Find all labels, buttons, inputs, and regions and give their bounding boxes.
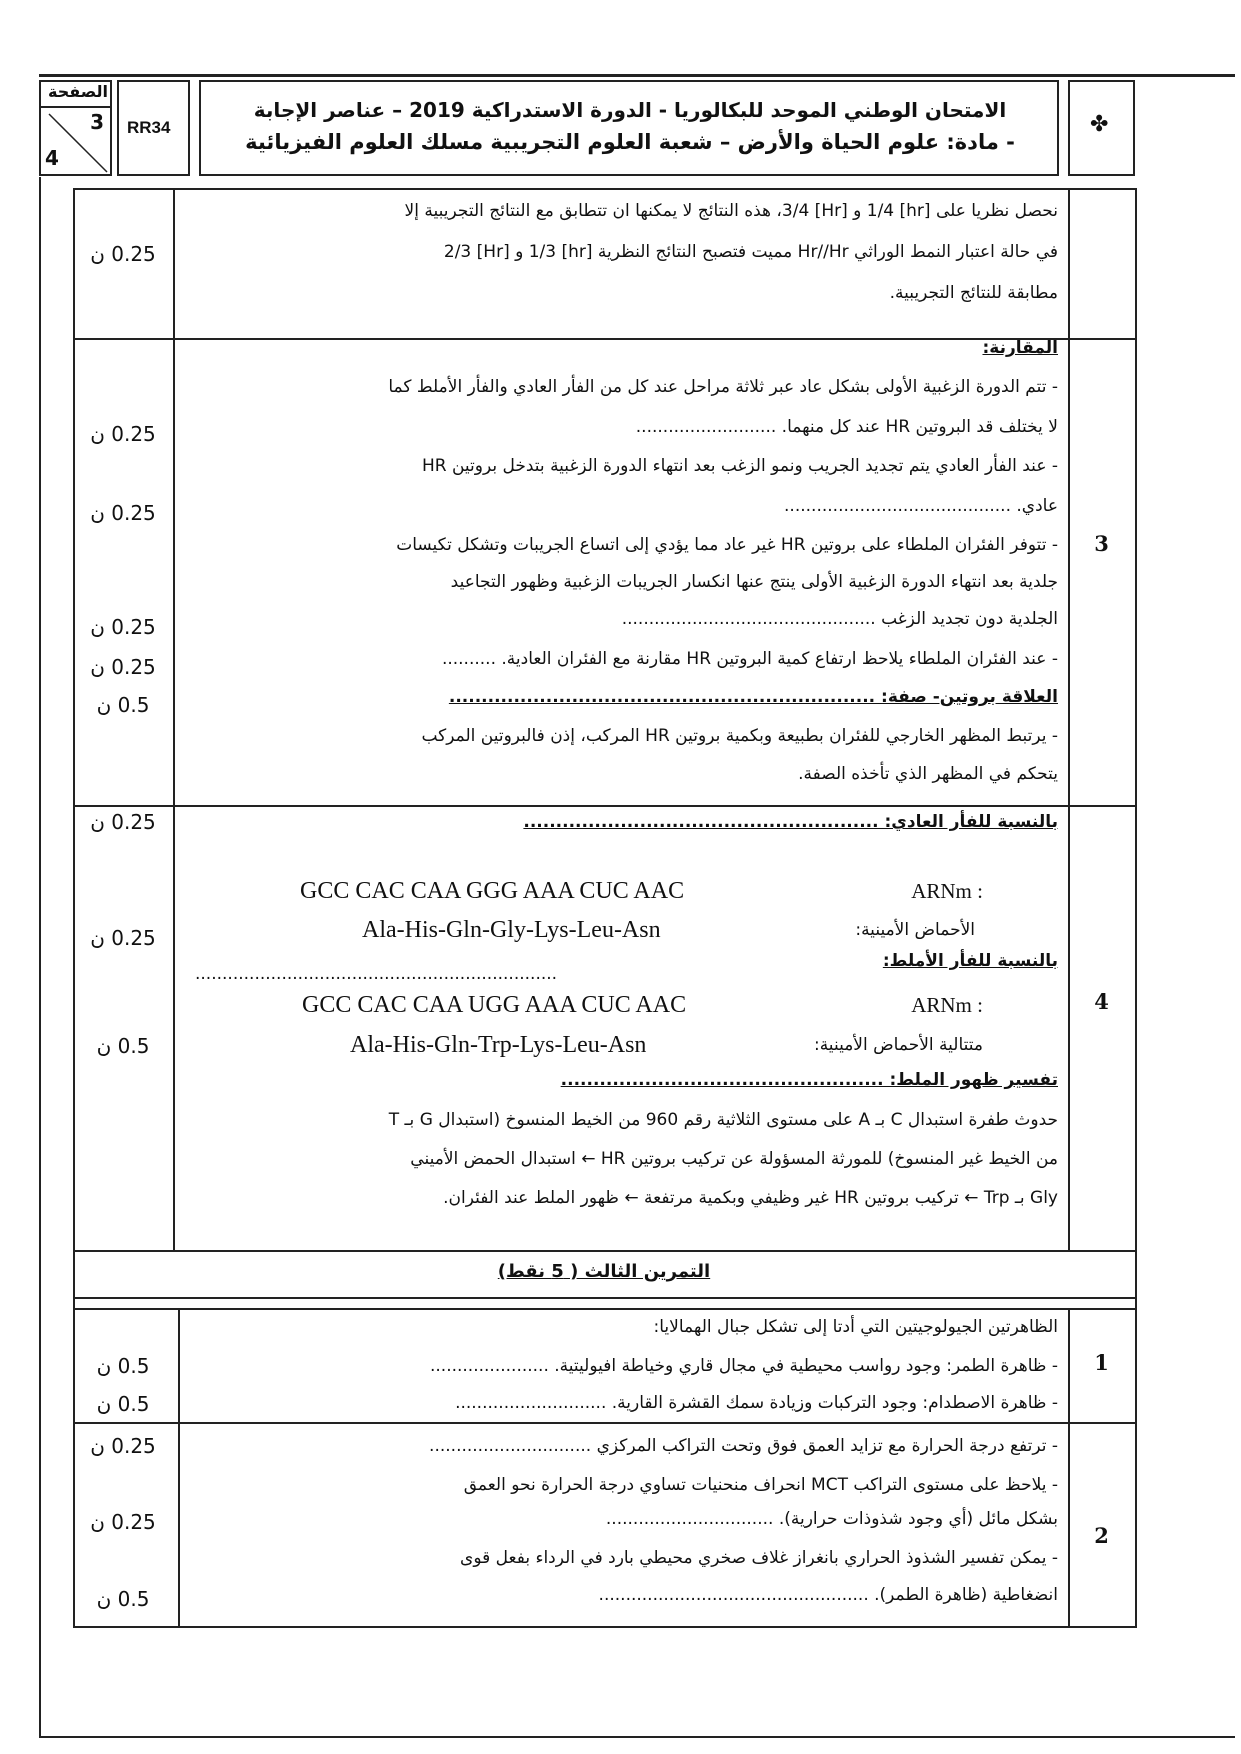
answer-line: - تتوفر الفئران الملطاء على بروتين HR غير عاد مما يؤدي إلى اتساع الجريبات وتشكل تكيسات [396, 535, 1058, 555]
dotted-line: ................................................................... [195, 964, 558, 984]
answer-line: مطابقة للنتائج التجريبية. [889, 283, 1058, 303]
exercise-title: التمرين الثالث ( 5 نقط) [497, 1261, 711, 1282]
points: 0.5 ن [96, 1587, 150, 1611]
ministry-logo-icon: ✤ [1090, 112, 1109, 137]
points: 0.25 ن [90, 242, 156, 266]
page-current: 3 [90, 110, 104, 134]
exam-code: RR34 [127, 118, 171, 137]
answer-line: - عند الفئران الملطاء يلاحظ ارتفاع كمية البروتين HR مقارنة مع الفئران العادية. .......... [441, 649, 1058, 669]
outer-left-border [39, 177, 41, 1738]
row-divider [73, 1626, 1137, 1628]
row-divider [73, 1250, 1137, 1252]
points: 0.5 ن [96, 1392, 150, 1416]
number-column-border [1068, 188, 1070, 1250]
answer-line: - يلاحظ على مستوى التراكب MCT انحراف منحنيات تساوي درجة الحرارة نحو العمق [463, 1475, 1058, 1495]
points: 0.25 ن [90, 422, 156, 446]
answer-line: حدوث طفرة استبدال C بـ A على مستوى الثلاثية رقم 960 من الخيط المنسوخ (استبدال G بـ T [388, 1110, 1058, 1130]
section-heading: تفسير ظهور الملط: .................................................. [560, 1070, 1058, 1090]
answer-line: - ظاهرة الاصطدام: وجود التركبات وزيادة سمك القشرة القارية. ............................ [455, 1393, 1058, 1413]
row-divider [73, 1308, 1137, 1310]
points: 0.25 ن [90, 810, 156, 834]
answer-line: انضغاطية (ظاهرة الطمر). .................................................. [598, 1585, 1058, 1605]
section-heading: بالنسبة للفأر العادي: ....................................................... [523, 812, 1058, 832]
answer-line: لا يختلف قد البروتين HR عند كل منهما. .......................... [635, 417, 1058, 437]
points: 0.25 ن [90, 615, 156, 639]
points-column-border [173, 188, 175, 1250]
page-number-box [39, 80, 112, 176]
question-number: 1 [1094, 1350, 1109, 1375]
table-top [73, 188, 1137, 190]
points: 0.5 ن [96, 1034, 150, 1058]
row-divider [73, 805, 1137, 807]
answer-line: في حالة اعتبار النمط الوراثي Hr//Hr مميت فتصبح النتائج النظرية [hr] 1/3 و [Hr] 2/3 [443, 242, 1058, 262]
points: 0.25 ن [90, 1434, 156, 1458]
page-total: 4 [45, 146, 59, 170]
exam-subject: - مادة: علوم الحياة والأرض – شعبة العلوم التجريبية مسلك العلوم الفيزيائية [245, 130, 1015, 154]
answer-line: من الخيط غير المنسوخ) للمورثة المسؤولة عن تركيب بروتين HR ← استبدال الحمض الأميني [410, 1149, 1058, 1169]
points: 0.5 ن [96, 693, 150, 717]
amino-acid-label: الأحماض الأمينية: [855, 920, 975, 940]
question-number: 4 [1094, 989, 1109, 1014]
points: 0.5 ن [96, 1354, 150, 1378]
exam-code-box [117, 80, 190, 176]
points: 0.25 ن [90, 655, 156, 679]
exam-title: الامتحان الوطني الموحد للبكالوريا - الدورة الاستدراكية 2019 – عناصر الإجابة [253, 98, 1007, 122]
answer-line: Gly بـ Trp ← تركيب بروتين HR غير وظيفي وبكمية مرتفعة ← ظهور الملط عند الفئران. [443, 1188, 1058, 1208]
section-heading: المقارنة: [982, 338, 1058, 358]
amino-acid-sequence-mutant: Ala-His-Gln-Trp-Lys-Leu-Asn [350, 1032, 647, 1058]
row-divider [73, 1422, 1137, 1424]
answer-line: يتحكم في المظهر الذي تأخذه الصفة. [798, 764, 1058, 784]
answer-line: - عند الفأر العادي يتم تجديد الجريب ونمو الزغب بعد انتهاء الدورة الزغبية بتدخل بروتين HR [421, 456, 1058, 476]
question-number: 2 [1094, 1523, 1109, 1548]
points: 0.25 ن [90, 501, 156, 525]
mrna-sequence-mutant: GCC CAC CAA UGG AAA CUC AAC [302, 992, 687, 1018]
mrna-label: : ARNm [911, 879, 983, 903]
row-divider [73, 1297, 1137, 1299]
top-rule [39, 74, 1235, 77]
section-heading: العلاقة بروتين- صفة: .................................................................. [448, 687, 1058, 707]
points: 0.25 ن [90, 926, 156, 950]
answer-line: - ظاهرة الطمر: وجود رواسب محيطية في مجال قاري وخياطة افيوليتية. ...................... [429, 1356, 1058, 1376]
mrna-label: : ARNm [911, 993, 983, 1017]
answer-line: - تتم الدورة الزغبية الأولى بشكل عاد عبر ثلاثة مراحل عند كل من الفأر العادي والفأر الأملط كما [388, 377, 1058, 397]
page-label: الصفحة [47, 82, 108, 101]
answer-line: بشكل مائل (أي وجود شذوذات حرارية). ............................... [605, 1509, 1058, 1529]
points: 0.25 ن [90, 1510, 156, 1534]
table-right [1135, 188, 1137, 1628]
table-left [73, 188, 75, 1628]
amino-acid-label: متتالية الأحماض الأمينية: [813, 1035, 983, 1055]
question-number: 3 [1094, 531, 1109, 556]
answer-line: جلدية بعد انتهاء الدورة الزغبية الأولى ينتج عنها انكسار الجريبات الزغبية وظهور التجاعيد [450, 572, 1058, 592]
mrna-sequence-normal: GCC CAC CAA GGG AAA CUC AAC [300, 878, 685, 904]
section-heading: بالنسبة للفأر الأملط: [882, 951, 1058, 971]
answer-line: الظاهرتين الجيولوجيتين التي أدتا إلى تشكل جبال الهمالايا: [653, 1317, 1058, 1337]
answer-line: - يمكن تفسير الشذوذ الحراري بانغراز غلاف صخري محيطي بارد في الرداء بفعل قوى [460, 1548, 1058, 1568]
logo-box [1068, 80, 1135, 176]
bottom-border [39, 1736, 1235, 1738]
points-column-border-2 [178, 1308, 180, 1628]
answer-line: الجلدية دون تجديد الزغب ............................................... [621, 609, 1058, 629]
answer-line: - ترتفع درجة الحرارة مع تزايد العمق فوق وتحت التراكب المركزي .............................. [429, 1436, 1058, 1456]
answer-line: - يرتبط المظهر الخارجي للفئران بطبيعة وبكمية بروتين HR المركب، إذن فالبروتين المركب [421, 726, 1058, 746]
answer-line: نحصل نظريا على [hr] 1/4 و [Hr] 3/4، هذه النتائج لا يمكنها ان تتطابق مع النتائج التجريبية إلا [404, 201, 1058, 221]
answer-line: عادي. .......................................... [784, 496, 1058, 516]
amino-acid-sequence-normal: Ala-His-Gln-Gly-Lys-Leu-Asn [362, 917, 661, 943]
